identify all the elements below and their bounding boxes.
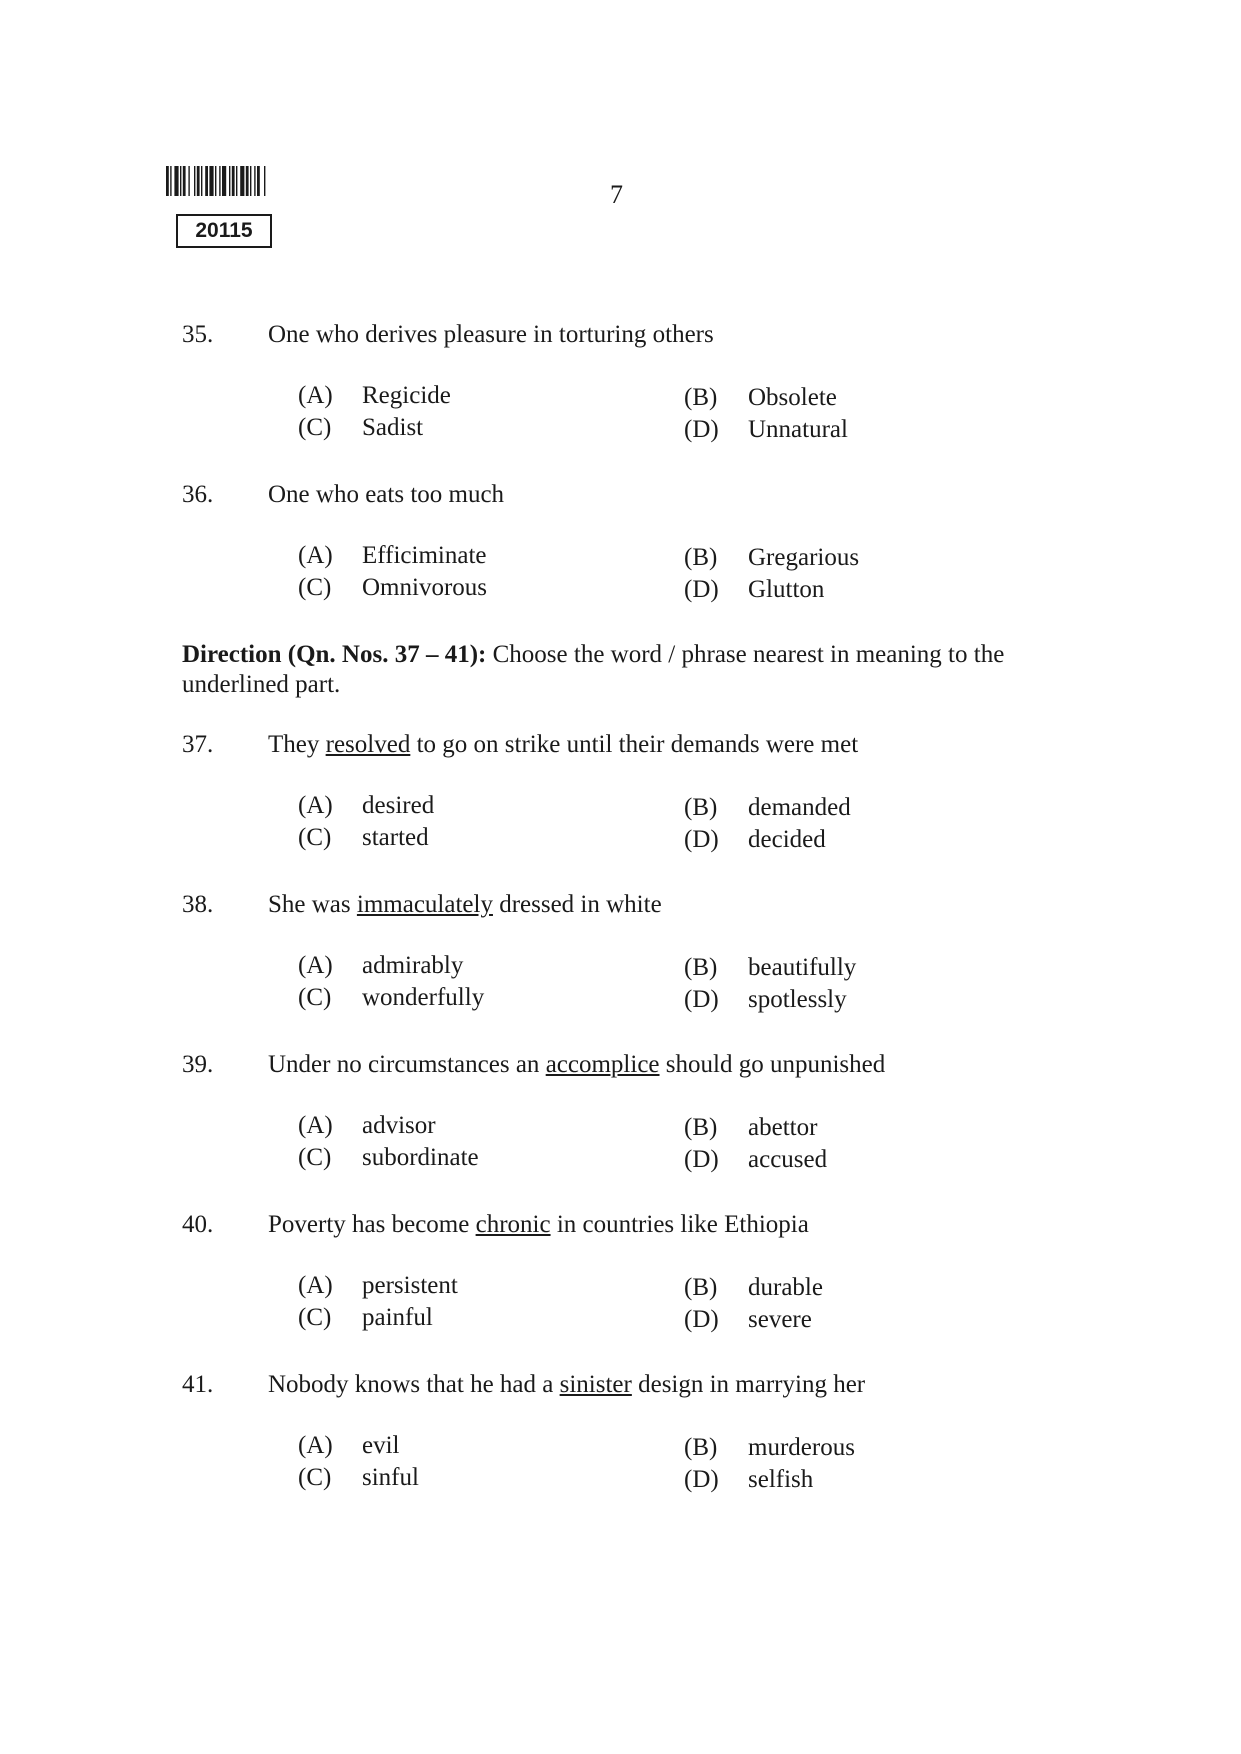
option-c: (C) sinful <box>298 1462 419 1494</box>
option-b: (B) beautifully <box>684 952 856 984</box>
option-b: (B) Gregarious <box>684 542 859 574</box>
option-text: Unnatural <box>748 416 848 443</box>
option-text: advisor <box>362 1112 436 1139</box>
option-d: (D) decided <box>684 824 826 856</box>
option-d: (D) severe <box>684 1304 812 1336</box>
option-a: (A) evil <box>298 1430 400 1462</box>
direction-lead: Direction (Qn. Nos. 37 – 41): <box>182 641 487 668</box>
options-grid <box>298 1110 998 1176</box>
question-stem <box>182 1210 1082 1240</box>
option-text: accused <box>748 1146 828 1173</box>
option-text: Sadist <box>362 414 424 441</box>
options-grid <box>298 1430 998 1496</box>
option-text: murderous <box>748 1434 855 1461</box>
page-number: 7 <box>610 180 623 209</box>
question-39 <box>182 1050 1082 1210</box>
question-text: One who eats too much <box>268 481 505 508</box>
option-c: (C) Sadist <box>298 412 423 444</box>
option-text: started <box>362 824 429 851</box>
underlined-word: immaculately <box>356 891 493 918</box>
option-d: (D) selfish <box>684 1464 813 1496</box>
option-text: sinful <box>362 1464 419 1491</box>
option-text: wonderfully <box>362 984 485 1011</box>
option-b: (B) Obsolete <box>684 382 837 414</box>
underlined-word: chronic <box>475 1211 551 1238</box>
option-a: (A) desired <box>298 790 434 822</box>
question-text: Under no circumstances an accomplice should go unpunished <box>268 1051 886 1078</box>
question-stem <box>182 320 1082 350</box>
option-text: durable <box>748 1274 823 1301</box>
question-stem <box>182 890 1082 920</box>
question-38 <box>182 890 1082 1050</box>
option-text: Omnivorous <box>362 574 487 601</box>
option-c: (C) started <box>298 822 429 854</box>
question-35 <box>182 320 1082 480</box>
options-grid <box>298 950 998 1016</box>
option-text: severe <box>748 1306 812 1333</box>
question-stem <box>182 1370 1082 1400</box>
direction-text: Choose the word / phrase nearest in meaning to the underlined part. <box>182 641 1005 698</box>
underlined-word: sinister <box>559 1371 632 1398</box>
question-text: One who derives pleasure in torturing others <box>268 321 714 348</box>
question-37 <box>182 730 1082 890</box>
option-d: (D) Glutton <box>684 574 824 606</box>
option-text: Obsolete <box>748 384 837 411</box>
option-text: selfish <box>748 1466 814 1493</box>
option-c: (C) painful <box>298 1302 433 1334</box>
question-number: 37. <box>182 731 214 758</box>
question-text: Nobody knows that he had a sinister design in marrying her <box>268 1371 866 1398</box>
question-number: 35. <box>182 321 214 348</box>
question-stem <box>182 480 1082 510</box>
question-text: They resolved to go on strike until their demands were met <box>268 731 859 758</box>
options-grid <box>298 380 998 446</box>
question-content <box>182 320 1082 1530</box>
option-text: persistent <box>362 1272 458 1299</box>
question-text: She was immaculately dressed in white <box>268 891 662 918</box>
option-text: decided <box>748 826 826 853</box>
option-c: (C) wonderfully <box>298 982 484 1014</box>
option-b: (B) demanded <box>684 792 851 824</box>
direction-instruction <box>182 640 1082 700</box>
question-41 <box>182 1370 1082 1530</box>
question-number: 36. <box>182 481 214 508</box>
option-a: (A) persistent <box>298 1270 458 1302</box>
question-40 <box>182 1210 1082 1370</box>
option-text: Gregarious <box>748 544 860 571</box>
question-number: 41. <box>182 1371 214 1398</box>
option-text: Glutton <box>748 576 825 603</box>
underlined-word: resolved <box>325 731 411 758</box>
option-b: (B) durable <box>684 1272 823 1304</box>
question-36 <box>182 480 1082 640</box>
option-text: evil <box>362 1432 400 1459</box>
option-d: (D) accused <box>684 1144 827 1176</box>
question-number: 39. <box>182 1051 214 1078</box>
underlined-word: accomplice <box>545 1051 660 1078</box>
option-b: (B) abettor <box>684 1112 817 1144</box>
paper-code-box <box>176 214 272 248</box>
option-text: beautifully <box>748 954 857 981</box>
options-grid <box>298 540 998 606</box>
question-text: Poverty has become chronic in countries like Ethiopia <box>268 1211 809 1238</box>
barcode-image <box>166 166 332 196</box>
paper-code: 20115 <box>195 219 253 242</box>
option-a: (A) advisor <box>298 1110 436 1142</box>
question-number: 40. <box>182 1211 214 1238</box>
question-stem <box>182 1050 1082 1080</box>
option-c: (C) subordinate <box>298 1142 479 1174</box>
option-d: (D) spotlessly <box>684 984 847 1016</box>
options-grid <box>298 1270 998 1336</box>
option-a: (A) Efficiminate <box>298 540 487 572</box>
option-text: painful <box>362 1304 433 1331</box>
option-text: subordinate <box>362 1144 479 1171</box>
page-header <box>0 0 1241 260</box>
option-d: (D) Unnatural <box>684 414 848 446</box>
option-a: (A) Regicide <box>298 380 451 412</box>
option-text: desired <box>362 792 435 819</box>
option-a: (A) admirably <box>298 950 463 982</box>
option-text: Regicide <box>362 382 451 409</box>
option-c: (C) Omnivorous <box>298 572 487 604</box>
option-text: admirably <box>362 952 464 979</box>
option-text: demanded <box>748 794 851 821</box>
option-b: (B) murderous <box>684 1432 855 1464</box>
option-text: abettor <box>748 1114 818 1141</box>
question-number: 38. <box>182 891 214 918</box>
options-grid <box>298 790 998 856</box>
option-text: spotlessly <box>748 986 847 1013</box>
question-stem <box>182 730 1082 760</box>
option-text: Efficiminate <box>362 542 487 569</box>
